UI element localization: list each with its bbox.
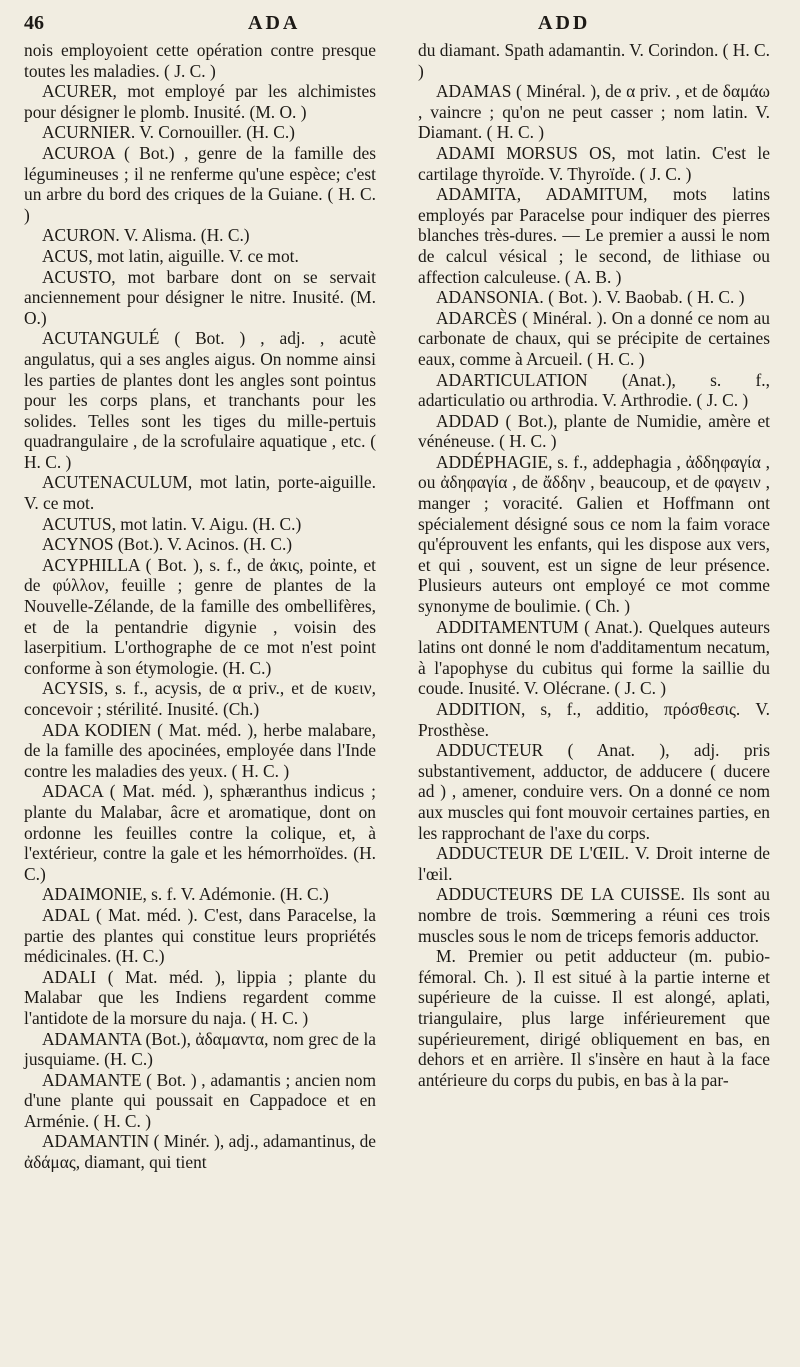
running-head-left: ADA [248, 12, 301, 34]
dictionary-entry: ACYNOS (Bot.). V. Acinos. (H. C.) [42, 534, 293, 555]
dictionary-entry: ADAMANTA (Bot.), ἀδαμαντα, nom grec de la jusquiame. (H. C.) [24, 1028, 376, 1070]
dictionary-entry: ADDUCTEUR ( Anat. ), adj. pris substantivement, adductor, de adducere ( ducere ad ) , amener, conduire vers. On a donné ce nom aux muscles qui font mouvoir certaines parties, en les rapprochant de l'axe du corps. [418, 740, 770, 843]
left-column [24, 40, 376, 1173]
dictionary-entry: ADANSONIA. ( Bot. ). V. Baobab. ( H. C. ) [436, 287, 745, 308]
dictionary-entry: ADALI ( Mat. méd. ), lippia ; plante du Malabar que les Indiens regardent comme l'antidote de la morsure du naja. ( H. C. ) [24, 966, 376, 1028]
page-header [24, 12, 776, 38]
dictionary-entry: ADDUCTEURS DE LA CUISSE. Ils sont au nombre de trois. Sœmmering a réuni ces trois muscles sous le nom de triceps femoris adductor. [418, 884, 770, 946]
dictionary-entry: ACUTANGULÉ ( Bot. ) , adj. , acutè angulatus, qui a ses angles aigus. On nomme ainsi les parties de plantes dont les angles sont pointus pour les corps plans, et tranchants pour les solides. Telles sont les tiges du mille-pertuis quadrangulaire , de la scrofulaire aquatique , etc. ( H. C. ) [24, 328, 376, 472]
dictionary-entry: ACURON. V. Alisma. (H. C.) [42, 225, 250, 246]
dictionary-entry: ACUTENACULUM, mot latin, porte-aiguille. V. ce mot. [24, 472, 376, 514]
dictionary-entry: ADDITAMENTUM ( Anat.). Quelques auteurs latins ont donné le nom d'additamentum necatum, à l'apophyse du cubitus qui forme la saillie du coude. Inusité. V. Olécrane. ( J. C. ) [418, 616, 770, 699]
dictionary-entry: ADAIMONIE, s. f. V. Adémonie. (H. C.) [42, 884, 329, 905]
dictionary-entry: ACYPHILLA ( Bot. ), s. f., de ἀκις, pointe, et de φύλλον, feuille ; genre de plantes de la Nouvelle-Zélande, de la famille des ombellifères, et de la pentandrie digynie , voisin des laserpitium. L'orthographe de ce mot n'est point conforme à son étymologie. (H. C.) [24, 554, 376, 678]
dictionary-entry: ADAMAS ( Minéral. ), de α priv. , et de δαμάω , vaincre ; qu'on ne peut casser ; nom latin. V. Diamant. ( H. C. ) [418, 81, 770, 143]
dictionary-entry: ACYSIS, s. f., acysis, de α priv., et de κυειν, concevoir ; stérilité. Inusité. (Ch.) [24, 678, 376, 719]
dictionary-entry: ACUROA ( Bot.) , genre de la famille des légumineuses ; il ne renferme qu'une espèce; c'est un arbre du bord des criques de la Guiane. ( H. C. ) [24, 142, 376, 225]
dictionary-entry: ADDÉPHAGIE, s. f., addephagia , ἀδδηφαγία , ou ἀδηφαγία , de ἄδδην , beaucoup, et de φαγειν , manger ; voracité. Galien et Hoffmann ont spécialement désigné sous ce nom la faim vorace qu'éprouvent les enfants, qui les dispose aux vers, et qui , souvent, est un signe de leur présence. Plusieurs auteurs ont employé ce mot comme synonyme de boulimie. ( Ch. ) [418, 451, 770, 617]
dictionary-entry: ADAMI MORSUS OS, mot latin. C'est le cartilage thyroïde. V. Thyroïde. ( J. C. ) [418, 142, 770, 184]
dictionary-entry: ACURER, mot employé par les alchimistes pour désigner le plomb. Inusité. (M. O. ) [24, 81, 376, 122]
dictionary-entry: ADDAD ( Bot.), plante de Numidie, amère et vénéneuse. ( H. C. ) [418, 410, 770, 452]
dictionary-entry: ACUTUS, mot latin. V. Aigu. (H. C.) [42, 513, 302, 534]
dictionary-entry: ADARTICULATION (Anat.), s. f., adarticulatio ou arthrodia. V. Arthrodie. ( J. C. ) [418, 369, 770, 411]
dictionary-entry: ADAMITA, ADAMITUM, mots latins employés par Paracelse pour indiquer des pierres blanches très-dures. — Le premier a aussi le nom de calcul vésical ; le second, de lithiase ou affection calculeuse. ( A. B. ) [418, 184, 770, 287]
dictionary-entry: ACUS, mot latin, aiguille. V. ce mot. [42, 245, 299, 266]
dictionary-entry: ADA KODIEN ( Mat. méd. ), herbe malabare, de la famille des apocinées, employée dans l'Inde contre les maladies des yeux. ( H. C. ) [24, 719, 376, 781]
dictionary-entry: ACUSTO, mot barbare dont on se servait anciennement pour désigner le nitre. Inusité. (M. O.) [24, 266, 376, 328]
dictionary-entry: ADAL ( Mat. méd. ). C'est, dans Paracelse, la partie des plantes qui constitue leurs propriétés médicinales. (H. C.) [24, 904, 376, 967]
right-column [418, 40, 770, 1090]
dictionary-entry: ACURNIER. V. Cornouiller. (H. C.) [42, 122, 295, 143]
dictionary-entry: ADARCÈS ( Minéral. ). On a donné ce nom au carbonate de chaux, qui se précipite de certaines eaux, comme à Arcueil. ( H. C. ) [418, 307, 770, 369]
dictionary-entry: M. Premier ou petit adducteur (m. pubio-fémoral. Ch. ). Il est situé à la partie interne et supérieure de la cuisse. Il est alongé, aplati, triangulaire, plus large inférieurement que supérieurement, dirigé obliquement en bas, en dehors et en arrière. Il s'insère en haut à la face antérieure du corps du pubis, en bas à la par- [418, 946, 770, 1090]
running-head-right: ADD [538, 12, 591, 34]
dictionary-entry: ADDITION, s, f., additio, πρόσθεσις. V. Prosthèse. [418, 699, 770, 740]
dictionary-entry: du diamant. Spath adamantin. V. Corindon. ( H. C. ) [418, 40, 770, 81]
dictionary-entry: ADAMANTE ( Bot. ) , adamantis ; ancien nom d'une plante qui poussait en Cappadoce et en Arménie. ( H. C. ) [24, 1069, 376, 1131]
page-number: 46 [24, 12, 44, 34]
dictionary-entry: ADAMANTIN ( Minér. ), adj., adamantinus, de ἀδάμας, diamant, qui tient [24, 1131, 376, 1173]
dictionary-entry: ADACA ( Mat. méd. ), sphæranthus indicus ; plante du Malabar, âcre et aromatique, dont on ordonne les feuilles contre la colique, et, à l'extérieur, contre la gale et les hémorrhoïdes. (H. C.) [24, 781, 376, 884]
dictionary-entry: ADDUCTEUR DE L'ŒIL. V. Droit interne de l'œil. [418, 843, 770, 884]
dictionary-entry: nois employoient cette opération contre presque toutes les maladies. ( J. C. ) [24, 40, 376, 81]
